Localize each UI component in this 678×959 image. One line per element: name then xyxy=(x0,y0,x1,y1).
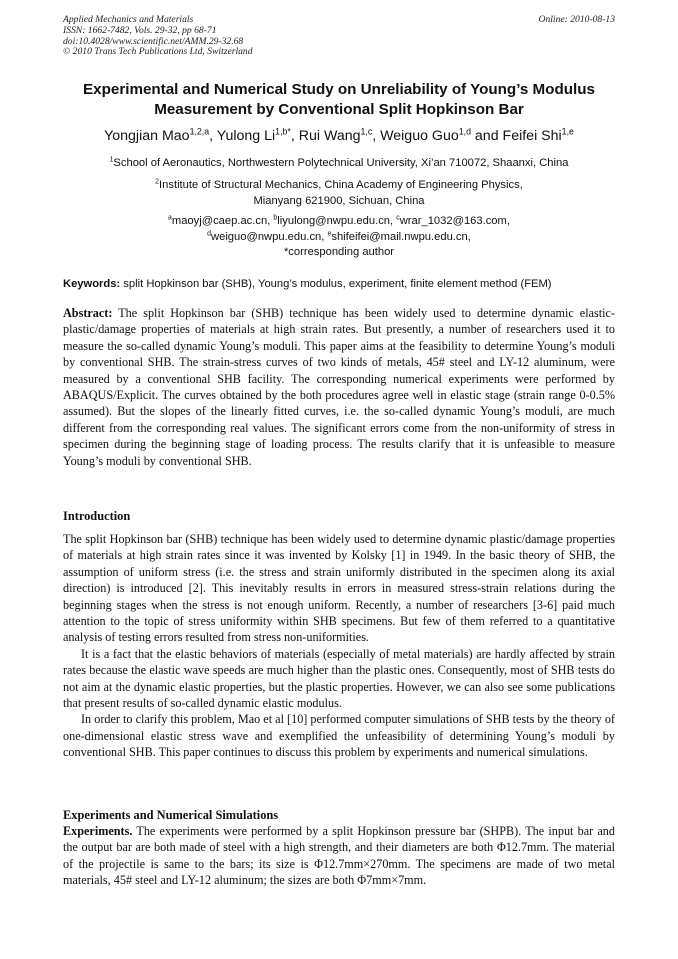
online-date: Online: 2010-08-13 xyxy=(538,14,615,25)
corresponding-note: *corresponding author xyxy=(283,246,395,258)
title-line-2: Measurement by Conventional Split Hopkinson Bar xyxy=(154,100,524,118)
title-line-1: Experimental and Numerical Study on Unreliability of Young’s Modulus xyxy=(83,81,595,98)
experiments-text: The experiments were performed by a split Hopkinson pressure bar (SHPB). The input bar and the output bar are both made of steel with a high strength, and their diameters are both Φ12.7mm. The material of the projectile is same to the bars; its size is Φ12.7mm×270mm. The specimens are made of two metal materials, 45# steel and LY-12 aluminum; the sizes are both Φ7mm×7mm. xyxy=(63,824,615,888)
abstract-label: Abstract: xyxy=(63,306,113,320)
affiliation-2: $^2$Institute of Structural Mechanics, China Academy of Engineering Physics, Mianyang 621900, Sichuan, China xyxy=(155,178,523,207)
author: Rui Wang$^{1,c}$, xyxy=(298,126,381,144)
experiments-heading: Experiments and Numerical Simulations xyxy=(63,808,279,822)
abstract xyxy=(63,305,615,469)
paragraph: The split Hopkinson bar (SHB) technique has been widely used to determine dynamic plastic/damage properties of materials at high strain rates since it was invented by Kolsky [1] in 1949. In the basic theory of SHB, the assumption of uniform stress (i.e. the stress and strain uniformly distributed in the specimen along its axial direction) is introduced [2]. This inevitably results in errors in measured stress-strain relations during the beginning stages when the stress is not enough uniform. Recently, a number of researchers [3-6] paid much attention to the topic of stress uniformity within SHB specimens. But few of them referred to a quantitative analysis of testing errors resulted from stress non-uniformities. xyxy=(63,532,615,645)
experiments-body xyxy=(63,823,615,889)
author: Weiguo Guo$^{1,d}$ and xyxy=(380,126,503,144)
introduction-body xyxy=(63,531,615,761)
email-line-1: $^a$maoyj@caep.ac.cn, $^b$liyulong@nwpu.edu.cn, $^c$wrar_1032@163.com, xyxy=(168,214,510,227)
author: Yulong $Li^{1,b*}$, xyxy=(216,126,299,144)
keywords xyxy=(63,277,615,292)
copyright-line: © 2010 Trans Tech Publications Ltd, Switzerland xyxy=(63,46,253,58)
journal-name: Applied Mechanics and Materials xyxy=(63,14,194,25)
journal-header xyxy=(63,15,615,58)
affiliation-1: $^1$School of Aeronautics, Northwestern Polytechnical University, Xi’an 710072, Shaanxi, China xyxy=(109,156,569,169)
author: Yongjian Mao$^{1,2,a}$, xyxy=(104,126,217,144)
paragraph: It is a fact that the elastic behaviors of materials (especially of metal materials) are hardly affected by strain rates because the elastic wave speeds are much higher than the plastic ones. Consequently, most of SHB tests do not aim at the dynamic elastic properties, but the plastic properties. However, we can also see some publications that present results of so-called dynamic elastic modulus. xyxy=(63,646,615,711)
paper-title xyxy=(63,80,615,119)
paragraph: In order to clarify this problem, Mao et al [10] performed computer simulations of SHB tests by the theory of one-dimensional elastic stress wave and exemplified the unfeasibility of determining Young’s moduli by conventional SHB. This paper continues to discuss this problem by experiments and numerical simulations. xyxy=(63,712,615,760)
email-line-2: $^d$weiguo@nwpu.edu.cn, $^e$shifeifei@mail.nwpu.edu.cn, xyxy=(207,229,471,243)
introduction-heading: Introduction xyxy=(63,509,131,523)
abstract-text: The split Hopkinson bar (SHB) technique has been widely used to determine dynamic elastic-plastic/damage properties of materials at high strain rates. But presently, a number of researchers used it to measure the so-called dynamic Young’s moduli. This paper aims at the feasibility to determine Young’s moduli by conventional SHB. The strain-stress curves of two kinds of metals, 45# steel and LY-12 aluminum, were measured by a conventional SHB facility. The corresponding numerical experiments were performed by ABAQUS/Explicit. The curves obtained by the both procedures agree well in elastic stage (strain range 0-0.5% assumed). But the slopes of the linearly fitted curves, i.e. the so-called dynamic Young’s moduli, are much different from the corresponding real values. The significant errors come from the non-uniformity of stress in specimen during the beginning stage of loading process. The results clarify that it is unfeasible to measure Young’s moduli by conventional SHB. xyxy=(63,306,615,468)
author-list xyxy=(40,127,638,145)
experiments-label: Experiments. xyxy=(63,824,133,838)
issn-line: ISSN: 1662-7482, Vols. 29-32, pp 68-71 xyxy=(63,24,217,36)
doi-line: doi:10.4028/www.scientific.net/AMM.29-32.68 xyxy=(63,35,244,47)
keywords-text: split Hopkinson bar (SHB), Young’s modulus, experiment, finite element method (FEM) xyxy=(120,278,552,290)
author: Feifei Shi$^{1,e}$ xyxy=(502,126,574,144)
email-list xyxy=(40,214,638,261)
keywords-label: Keywords: xyxy=(63,278,121,290)
